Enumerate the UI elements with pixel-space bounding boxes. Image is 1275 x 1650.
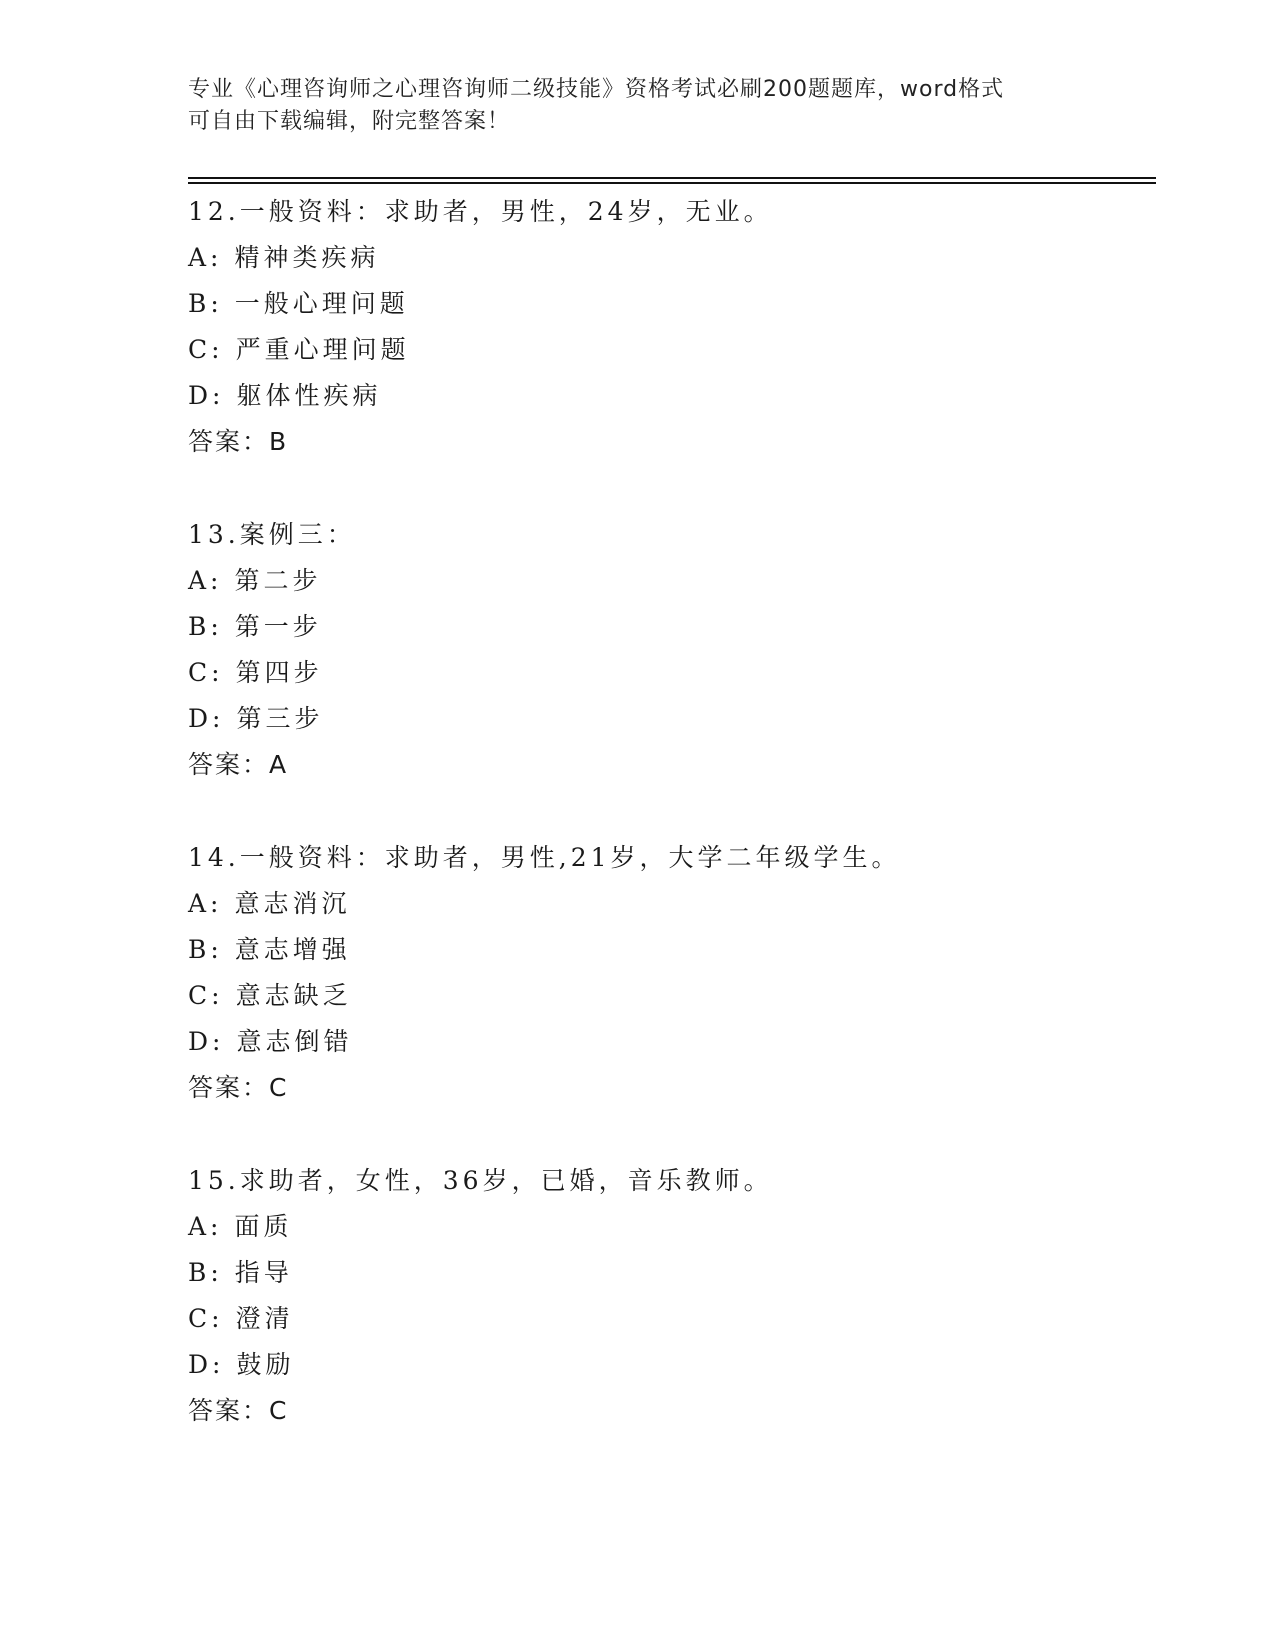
option-letter: B: bbox=[188, 289, 223, 318]
option-letter: D: bbox=[188, 1027, 225, 1056]
option-letter: B: bbox=[188, 612, 223, 641]
option-letter: B: bbox=[188, 935, 223, 964]
option-letter: C: bbox=[188, 335, 224, 364]
question-stem: 12.一般资料：求助者，男性，24岁，无业。 bbox=[188, 197, 773, 226]
option-letter: A: bbox=[188, 1212, 223, 1241]
option-text: 第四步 bbox=[235, 658, 323, 687]
option-c bbox=[188, 1296, 1156, 1342]
answer-line: 答案：C bbox=[188, 1396, 289, 1425]
header-line-2: 可自由下载编辑，附完整答案！ bbox=[188, 109, 511, 134]
option-text: 澄清 bbox=[235, 1304, 294, 1333]
option-text: 意志倒错 bbox=[236, 1027, 353, 1056]
option-a bbox=[188, 235, 1156, 281]
question-stem: 15.求助者，女性，36岁，已婚，音乐教师。 bbox=[188, 1166, 773, 1195]
answer-line: 答案：B bbox=[188, 427, 289, 456]
option-a bbox=[188, 558, 1156, 604]
option-text: 第三步 bbox=[236, 704, 324, 733]
option-text: 鼓励 bbox=[236, 1350, 295, 1379]
question-13 bbox=[188, 512, 1156, 788]
question-list bbox=[188, 189, 1156, 1481]
option-letter: A: bbox=[188, 889, 223, 918]
option-text: 严重心理问题 bbox=[235, 335, 410, 364]
option-letter: C: bbox=[188, 658, 224, 687]
option-d bbox=[188, 373, 1156, 419]
question-stem: 13.案例三： bbox=[188, 520, 356, 549]
answer-line: 答案：A bbox=[188, 750, 289, 779]
document-header bbox=[188, 74, 1088, 138]
option-text: 精神类疾病 bbox=[234, 243, 380, 272]
option-letter: D: bbox=[188, 704, 225, 733]
option-text: 意志缺乏 bbox=[235, 981, 352, 1010]
option-letter: B: bbox=[188, 1258, 223, 1287]
question-stem: 14.一般资料：求助者，男性,21岁，大学二年级学生。 bbox=[188, 843, 901, 872]
option-text: 第二步 bbox=[234, 566, 322, 595]
option-a bbox=[188, 881, 1156, 927]
option-b bbox=[188, 604, 1156, 650]
option-text: 面质 bbox=[234, 1212, 293, 1241]
option-text: 指导 bbox=[234, 1258, 293, 1287]
option-a bbox=[188, 1204, 1156, 1250]
option-letter: A: bbox=[188, 566, 223, 595]
question-12 bbox=[188, 189, 1156, 465]
option-text: 躯体性疾病 bbox=[236, 381, 382, 410]
question-14 bbox=[188, 835, 1156, 1111]
option-c bbox=[188, 973, 1156, 1019]
option-text: 第一步 bbox=[234, 612, 322, 641]
answer-line: 答案：C bbox=[188, 1073, 289, 1102]
option-letter: D: bbox=[188, 1350, 225, 1379]
option-text: 一般心理问题 bbox=[234, 289, 409, 318]
header-divider-top bbox=[188, 177, 1156, 179]
question-15 bbox=[188, 1158, 1156, 1434]
option-d bbox=[188, 1019, 1156, 1065]
option-letter: D: bbox=[188, 381, 225, 410]
option-letter: C: bbox=[188, 1304, 224, 1333]
option-text: 意志消沉 bbox=[234, 889, 351, 918]
option-letter: A: bbox=[188, 243, 223, 272]
option-c bbox=[188, 327, 1156, 373]
option-text: 意志增强 bbox=[234, 935, 351, 964]
option-b bbox=[188, 927, 1156, 973]
option-letter: C: bbox=[188, 981, 224, 1010]
option-c bbox=[188, 650, 1156, 696]
header-line-1: 专业《心理咨询师之心理咨询师二级技能》资格考试必刷200题题库，word格式 bbox=[188, 77, 1005, 102]
header-divider-bottom bbox=[188, 182, 1156, 184]
option-d bbox=[188, 1342, 1156, 1388]
option-b bbox=[188, 1250, 1156, 1296]
option-d bbox=[188, 696, 1156, 742]
option-b bbox=[188, 281, 1156, 327]
